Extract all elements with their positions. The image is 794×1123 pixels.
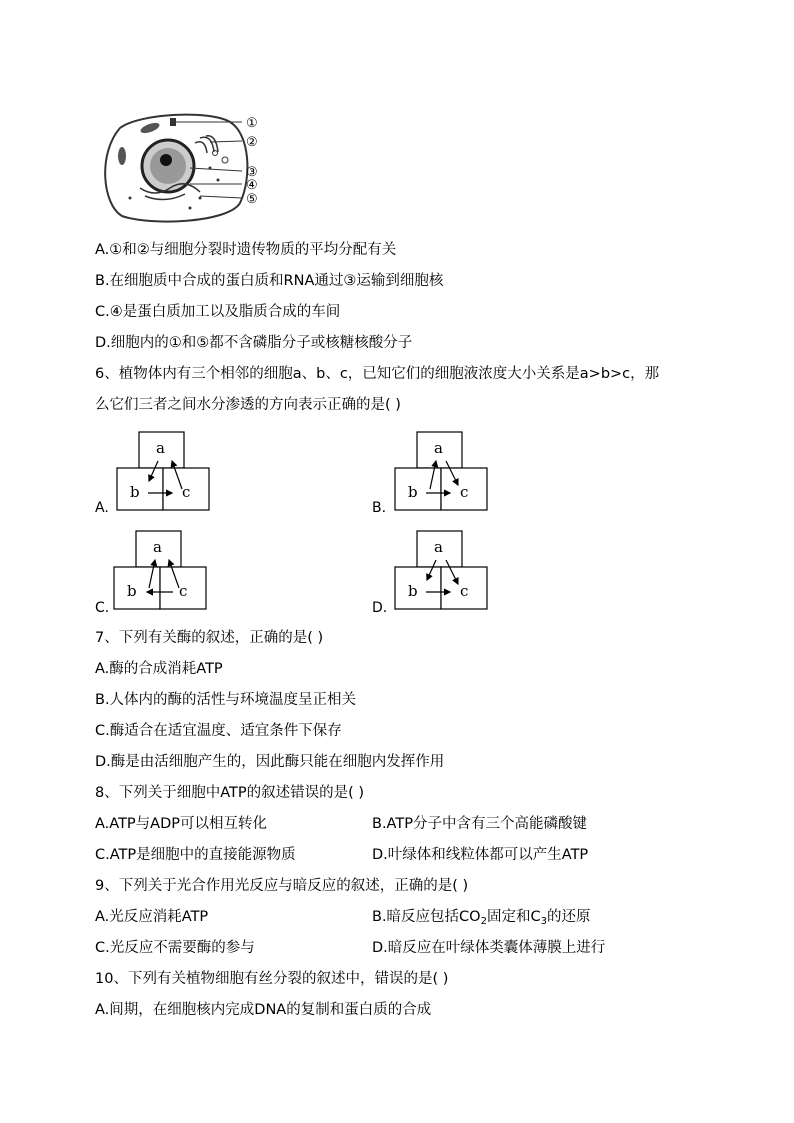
svg-text:c: c [460,582,469,600]
nucleolus [160,154,172,166]
q9-option-d: D.暗反应在叶绿体类囊体薄膜上进行 [372,940,606,956]
q6-option-d-letter: D. [372,600,388,616]
q9-stem: 9、下列关于光合作用光反应与暗反应的叙述，正确的是( ) [95,878,469,894]
q8-option-d: D.叶绿体和线粒体都可以产生ATP [372,847,589,863]
q10-option-a: A.间期，在细胞核内完成DNA的复制和蛋白质的合成 [95,1002,432,1018]
q9-option-c: C.光反应不需要酶的参与 [95,940,255,956]
q6-diagram-c [113,530,209,612]
q7-option-d: D.酶是由活细胞产生的，因此酶只能在细胞内发挥作用 [95,754,445,770]
svg-text:c: c [182,483,191,501]
q6-stem-line2: 么它们三者之间水分渗透的方向表示正确的是( ) [95,397,401,413]
svg-text:c: c [460,483,469,501]
q7-option-c: C.酶适合在适宜温度、适宜条件下保存 [95,723,342,739]
q8-option-a: A.ATP与ADP可以相互转化 [95,816,267,832]
svg-text:a: a [153,538,162,556]
svg-text:a: a [434,439,443,457]
q7-option-a: A.酶的合成消耗ATP [95,661,223,677]
svg-text:b: b [130,483,140,501]
svg-text:b: b [408,582,418,600]
centriole [170,118,176,126]
q6-diagram-b [394,431,490,513]
q6-option-a-letter: A. [95,500,109,516]
label-4: ④ [246,178,258,193]
svg-text:b: b [127,582,137,600]
q5-option-c: C.④是蛋白质加工以及脂质合成的车间 [95,304,341,320]
mitochondrion [139,121,161,135]
q8-option-b: B.ATP分子中含有三个高能磷酸键 [372,816,587,832]
q7-stem: 7、下列有关酶的叙述，正确的是( ) [95,630,324,646]
animal-cell-figure [100,108,270,228]
label-1: ① [246,116,258,131]
svg-text:a: a [156,439,165,457]
q6-stem-line1: 6、植物体内有三个相邻的细胞a、b、c，已知它们的细胞液浓度大小关系是a>b>c，那 [95,366,660,382]
q9-option-a: A.光反应消耗ATP [95,909,209,925]
q5-option-b: B.在细胞质中合成的蛋白质和RNA通过③运输到细胞核 [95,273,444,289]
q7-option-b: B.人体内的酶的活性与环境温度呈正相关 [95,692,357,708]
q6-option-b-letter: B. [372,500,387,516]
svg-text:c: c [179,582,188,600]
q8-stem: 8、下列关于细胞中ATP的叙述错误的是( ) [95,785,365,801]
q5-option-a: A.①和②与细胞分裂时遗传物质的平均分配有关 [95,242,397,258]
label-5: ⑤ [246,192,258,207]
label-3: ③ [246,165,258,180]
q10-stem: 10、下列有关植物细胞有丝分裂的叙述中，错误的是( ) [95,971,449,987]
q5-option-d: D.细胞内的①和⑤都不含磷脂分子或核糖核酸分子 [95,335,413,351]
q6-option-c-letter: C. [95,600,110,616]
svg-text:b: b [408,483,418,501]
q9-option-b: B.暗反应包括$CO_2$固定和$C_3$的还原 [372,909,591,927]
svg-text:a: a [434,538,443,556]
q6-diagram-a [116,431,212,513]
label-2: ② [246,135,258,150]
q6-diagram-d [394,530,490,612]
q8-option-c: C.ATP是细胞中的直接能源物质 [95,847,296,863]
